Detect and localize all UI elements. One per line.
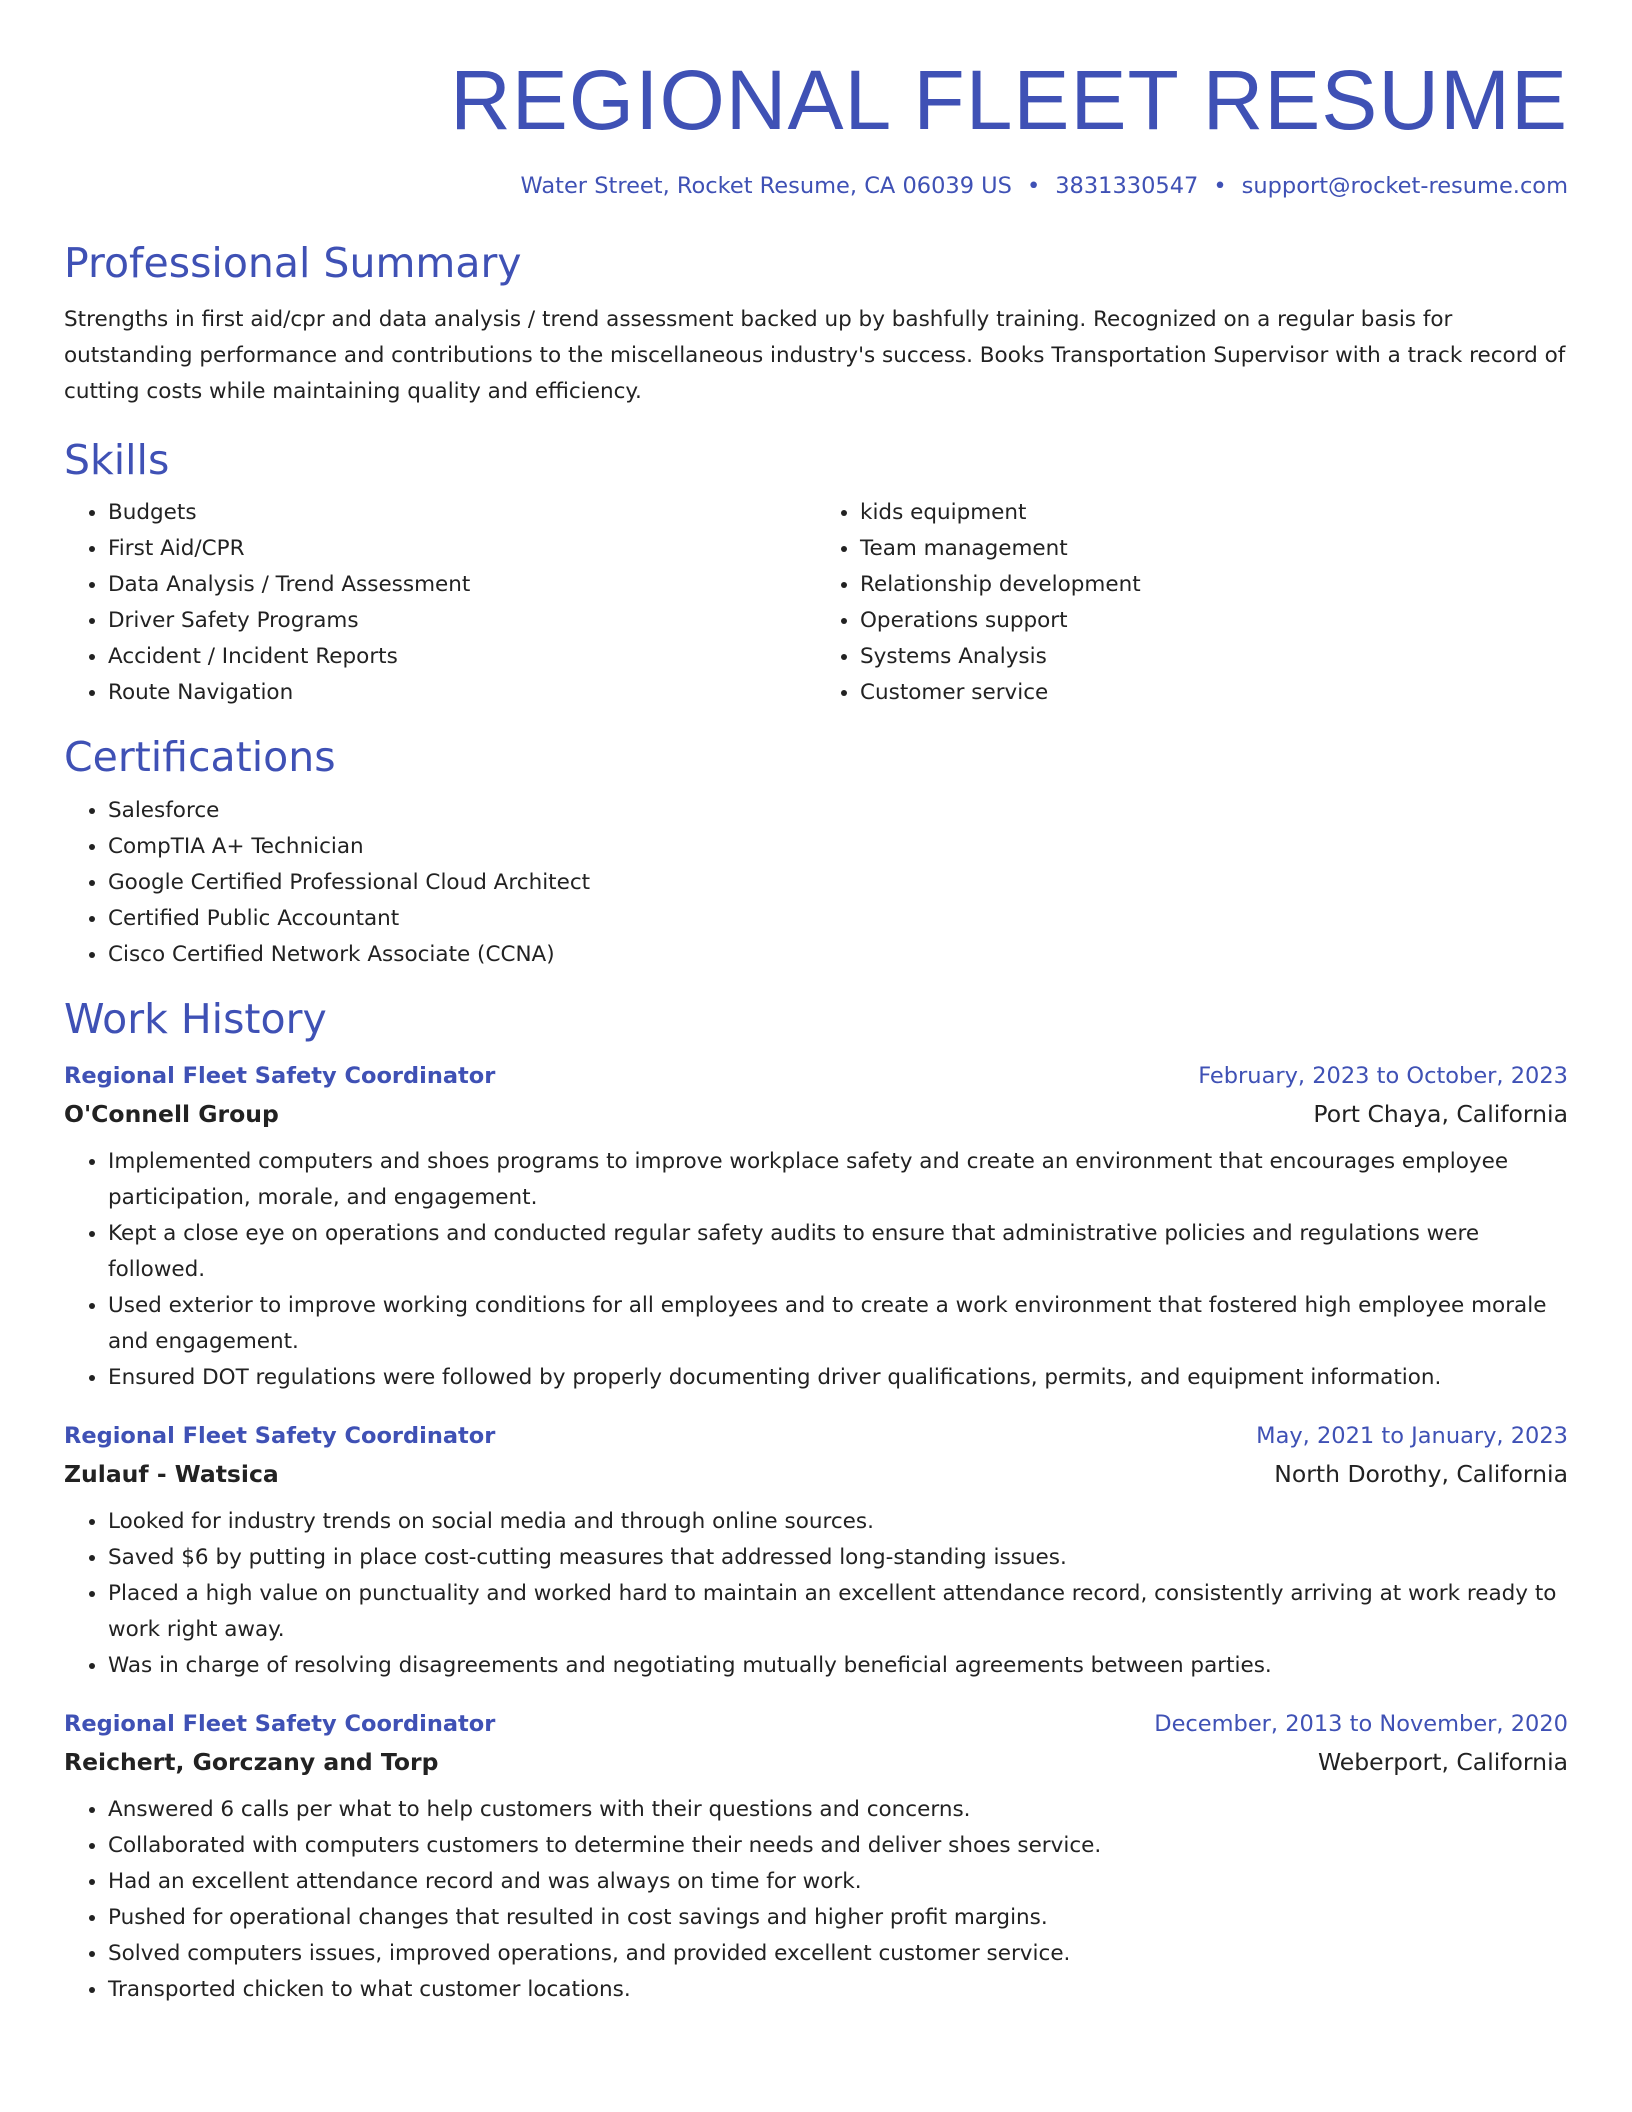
job-header <box>64 1058 1568 1094</box>
job-bullet: • Looked for industry trends on social media and through online sources. <box>108 1504 1568 1540</box>
skill-item: • Budgets <box>108 495 816 531</box>
certification-item: • Certified Public Accountant <box>108 901 1568 937</box>
certifications-heading: Certifications <box>64 733 336 782</box>
job-bullet: • Implemented computers and shoes programs to improve workplace safety and create an environment that encourages employee participation, morale, and engagement. <box>108 1144 1568 1216</box>
job-bullets <box>64 1792 1568 2008</box>
certification-item: • Google Certified Professional Cloud Architect <box>108 865 1568 901</box>
skills-list <box>64 495 1568 711</box>
skill-item: • Driver Safety Programs <box>108 603 816 639</box>
summary-text: Strengths in first aid/cpr and data analysis / trend assessment backed up by bashfully training. Recognized on a regular basis for outstanding performance and contributions to the miscellaneous industry's success. Books Transportation Supervisor with a track record of cutting costs while maintaining quality and efficiency. <box>64 307 1566 405</box>
job-company: Zulauf - Watsica <box>64 1459 279 1488</box>
contact-separator: • <box>1213 173 1227 199</box>
contact-separator: • <box>1026 173 1041 199</box>
job-company: O'Connell Group <box>64 1099 279 1128</box>
job-dates: May, 2021 to January, 2023 <box>1256 1422 1568 1449</box>
skills-column-right <box>816 495 1568 711</box>
job-bullet: • Ensured DOT regulations were followed by properly documenting driver qualifications, permits, and equipment information. <box>108 1360 1568 1396</box>
skill-item: • First Aid/CPR <box>108 531 816 567</box>
job-bullet: • Saved $6 by putting in place cost-cutting measures that addressed long-standing issues. <box>108 1540 1568 1576</box>
skills-column-left <box>64 495 816 711</box>
job-header <box>64 1706 1568 1742</box>
job-subheader <box>64 1094 1568 1134</box>
job-subheader <box>64 1454 1568 1494</box>
resume-name: REGIONAL FLEET RESUME <box>450 53 1568 147</box>
job-subheader <box>64 1742 1568 1782</box>
certification-item: • CompTIA A+ Technician <box>108 829 1568 865</box>
skill-item: • Operations support <box>860 603 1568 639</box>
job-bullets <box>64 1144 1568 1396</box>
skill-item: • Accident / Incident Reports <box>108 639 816 675</box>
job-header <box>64 1418 1568 1454</box>
certification-item: • Cisco Certified Network Associate (CCNA) <box>108 937 1568 973</box>
summary-heading: Professional Summary <box>64 239 522 287</box>
job-bullets <box>64 1504 1568 1684</box>
certification-item: • Salesforce <box>108 793 1568 829</box>
job-bullet: • Answered 6 calls per what to help customers with their questions and concerns. <box>108 1792 1568 1828</box>
skill-item: • Data Analysis / Trend Assessment <box>108 567 816 603</box>
skills-heading: Skills <box>64 436 170 485</box>
contact-phone: 3831330547 <box>1055 173 1199 199</box>
job-entry <box>64 1418 1568 1684</box>
contact-line <box>64 173 1568 199</box>
job-title: Regional Fleet Safety Coordinator <box>64 1062 496 1089</box>
job-title: Regional Fleet Safety Coordinator <box>64 1710 496 1737</box>
skill-item: • Route Navigation <box>108 675 816 711</box>
job-entry <box>64 1706 1568 2008</box>
skill-item: • Systems Analysis <box>860 639 1568 675</box>
job-bullet: • Placed a high value on punctuality and worked hard to maintain an excellent attendance record, consistently arriving at work ready to work right away. <box>108 1576 1568 1648</box>
job-bullet: • Transported chicken to what customer locations. <box>108 1972 1568 2008</box>
job-bullet: • Used exterior to improve working conditions for all employees and to create a work environment that fostered high employee morale and engagement. <box>108 1288 1568 1360</box>
certifications-list <box>64 793 1568 973</box>
job-bullet: • Was in charge of resolving disagreements and negotiating mutually beneficial agreements between parties. <box>108 1648 1568 1684</box>
contact-address: Water Street, Rocket Resume, CA 06039 US <box>520 173 1012 199</box>
job-bullet: • Solved computers issues, improved operations, and provided excellent customer service. <box>108 1936 1568 1972</box>
job-bullet: • Kept a close eye on operations and conducted regular safety audits to ensure that administrative policies and regulations were followed. <box>108 1216 1568 1288</box>
job-bullet: • Pushed for operational changes that resulted in cost savings and higher profit margins. <box>108 1900 1568 1936</box>
skill-item: • Team management <box>860 531 1568 567</box>
work-history-heading: Work History <box>64 994 327 1043</box>
resume-page <box>64 0 1568 2008</box>
contact-email: support@rocket-resume.com <box>1241 173 1568 199</box>
job-dates: February, 2023 to October, 2023 <box>1198 1062 1568 1089</box>
skill-item: • Customer service <box>860 675 1568 711</box>
job-company: Reichert, Gorczany and Torp <box>64 1747 439 1776</box>
skill-item: • Relationship development <box>860 567 1568 603</box>
job-entry <box>64 1058 1568 1396</box>
job-bullet: • Had an excellent attendance record and was always on time for work. <box>108 1864 1568 1900</box>
job-location: Weberport, California <box>1317 1747 1568 1776</box>
job-location: North Dorothy, California <box>1274 1459 1568 1488</box>
job-dates: December, 2013 to November, 2020 <box>1154 1710 1568 1737</box>
job-bullet: • Collaborated with computers customers to determine their needs and deliver shoes service. <box>108 1828 1568 1864</box>
job-location: Port Chaya, California <box>1313 1099 1568 1128</box>
skill-item: • kids equipment <box>860 495 1568 531</box>
job-title: Regional Fleet Safety Coordinator <box>64 1422 496 1449</box>
